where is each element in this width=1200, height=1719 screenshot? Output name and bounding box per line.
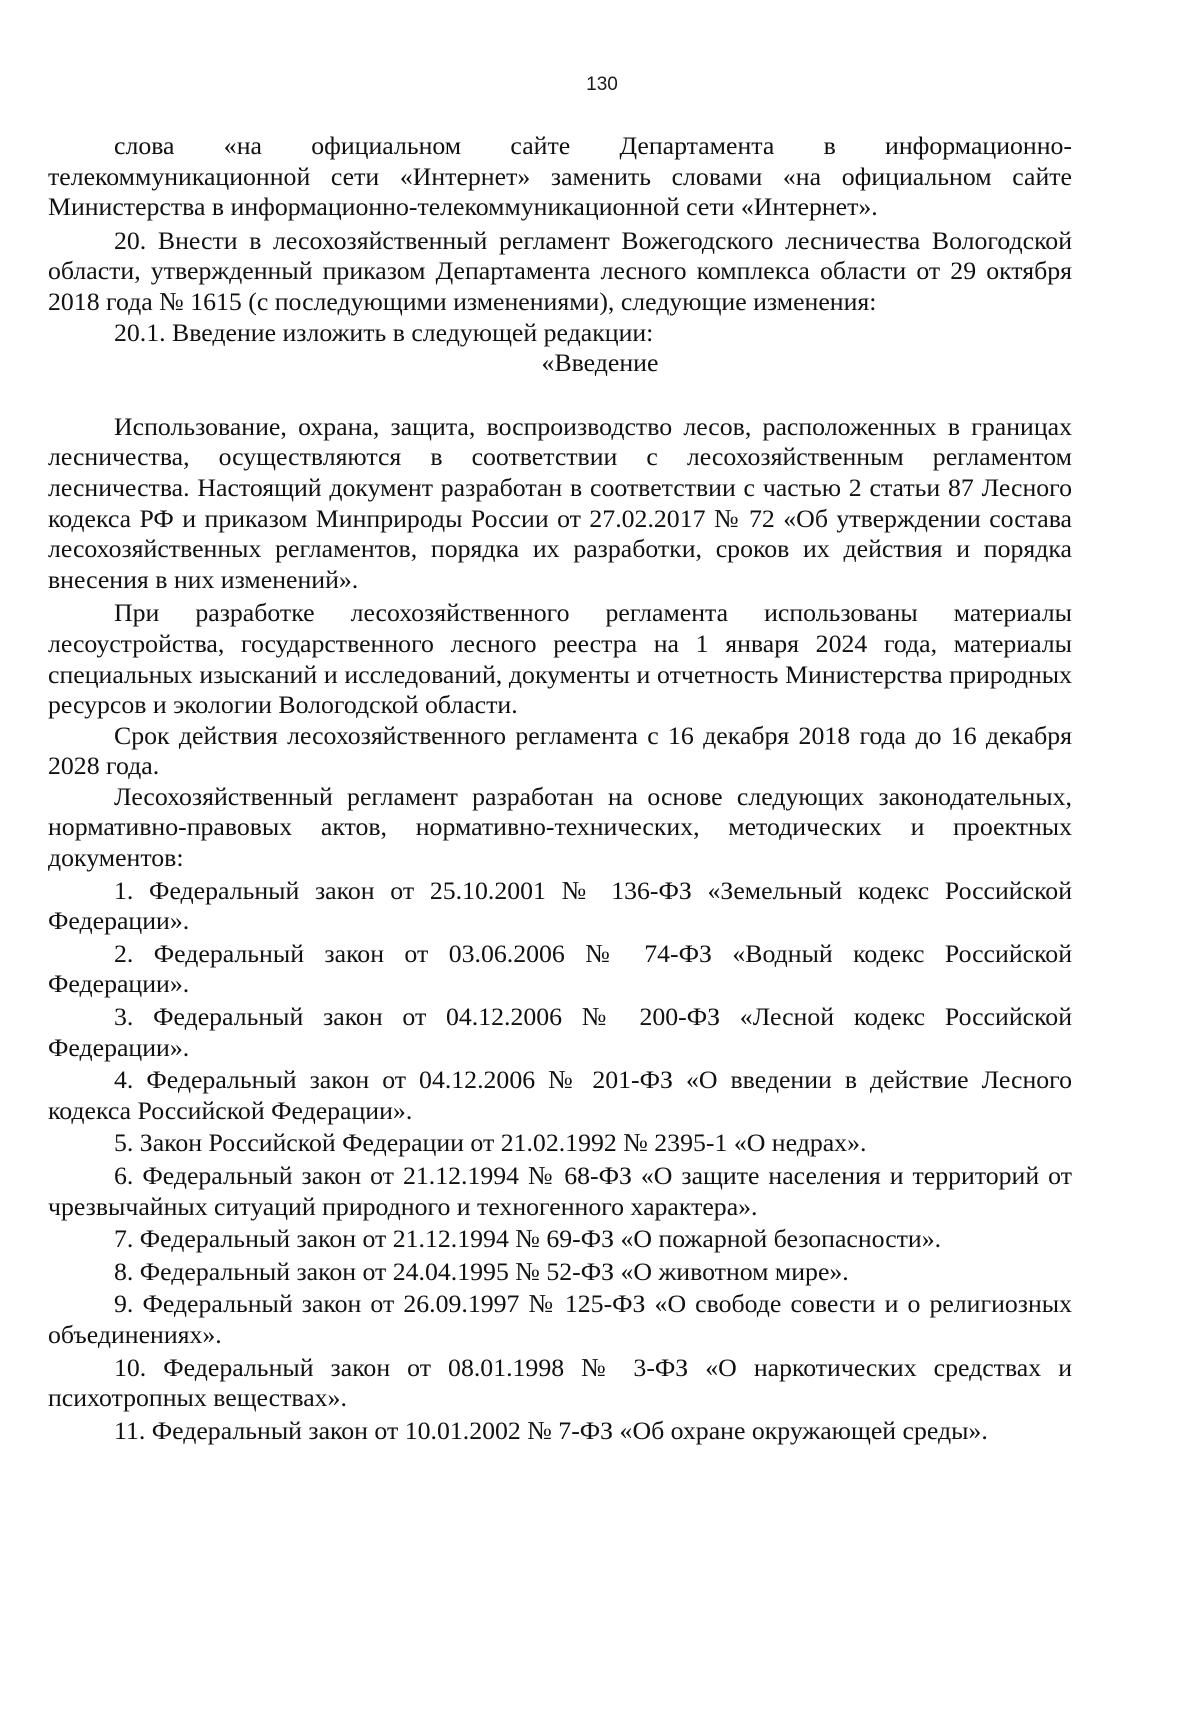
paragraph-item-20: 20. Внести в лесохозяйственный регламент Вожегодского лесничества Вологодской области, утвержденный приказом Департамента лесного комплекса области от 29 октября 2018 года № 1615 (с последующими изменениями), следующие изменения: — [48, 225, 1072, 316]
paragraph-term: Срок действия лесохозяйственного регламента с 16 декабря 2018 года до 16 декабря 2028 года. — [48, 720, 1072, 781]
list-item: 3. Федеральный закон от 04.12.2006 № 200-ФЗ «Лесной кодекс Российской Федерации». — [48, 1002, 1072, 1062]
list-item: 9. Федеральный закон от 26.09.1997 № 125-ФЗ «О свободе совести и о религиозных объединениях». — [48, 1289, 1072, 1349]
blank-line — [48, 379, 1072, 409]
list-item: 2. Федеральный закон от 03.06.2006 № 74-ФЗ «Водный кодекс Российской Федерации». — [48, 938, 1072, 999]
paragraph-materials: При разработке лесохозяйственного регламента использованы материалы лесоустройства, государственного лесного реестра на 1 января 2024 года, материалы специальных изысканий и исследований, документы и отчетность Министерства природных ресурсов и экологии Вологодской области. — [48, 598, 1072, 720]
list-item: 8. Федеральный закон от 24.04.1995 № 52-ФЗ «О животном мире». — [114, 1256, 849, 1286]
document-body — [48, 131, 1072, 1446]
paragraph-basis: Лесохозяйственный регламент разработан на основе следующих законодательных, нормативно-правовых актов, нормативно-технических, методических и проектных документов: — [48, 781, 1072, 873]
list-item: 10. Федеральный закон от 08.01.1998 № 3-ФЗ «О наркотических средствах и психотропных веществах». — [48, 1352, 1072, 1413]
list-item: 7. Федеральный закон от 21.12.1994 № 69-ФЗ «О пожарной безопасности». — [114, 1224, 942, 1254]
list-item: 4. Федеральный закон от 04.12.2006 № 201-ФЗ «О введении в действие Лесного кодекса Российской Федерации». — [48, 1065, 1072, 1125]
paragraph-continuation: слова «на официальном сайте Департамента в информационно-телекоммуникационной сети «Интернет» заменить словами «на официальном сайте Министерства в информационно-телекоммуникационной сети «Интернет». — [48, 131, 1072, 222]
paragraph-item-20-1: 20.1. Введение изложить в следующей редакции: — [114, 317, 654, 347]
page-number: 130 — [586, 74, 618, 95]
list-item: 6. Федеральный закон от 21.12.1994 № 68-ФЗ «О защите населения и территорий от чрезвычайных ситуаций природного и техногенного характера». — [48, 1161, 1072, 1221]
paragraph-introduction: Использование, охрана, защита, воспроизводство лесов, расположенных в границах лесничества, осуществляются в соответствии с лесохозяйственным регламентом лесничества. Настоящий документ разработан в соответствии с частью 2 статьи 87 Лесного кодекса РФ и приказом Минприроды России от 27.02.2017 № 72 «Об утверждении состава лесохозяйственных регламентов, порядка их разработки, сроков их действия и порядка внесения в них изменений». — [48, 411, 1072, 594]
list-item: 11. Федеральный закон от 10.01.2002 № 7-ФЗ «Об охране окружающей среды». — [114, 1415, 988, 1445]
section-title: «Введение — [541, 348, 659, 378]
list-item: 5. Закон Российской Федерации от 21.02.1992 № 2395-1 «О недрах». — [114, 1128, 867, 1158]
list-item: 1. Федеральный закон от 25.10.2001 № 136-ФЗ «Земельный кодекс Российской Федерации». — [48, 875, 1072, 936]
